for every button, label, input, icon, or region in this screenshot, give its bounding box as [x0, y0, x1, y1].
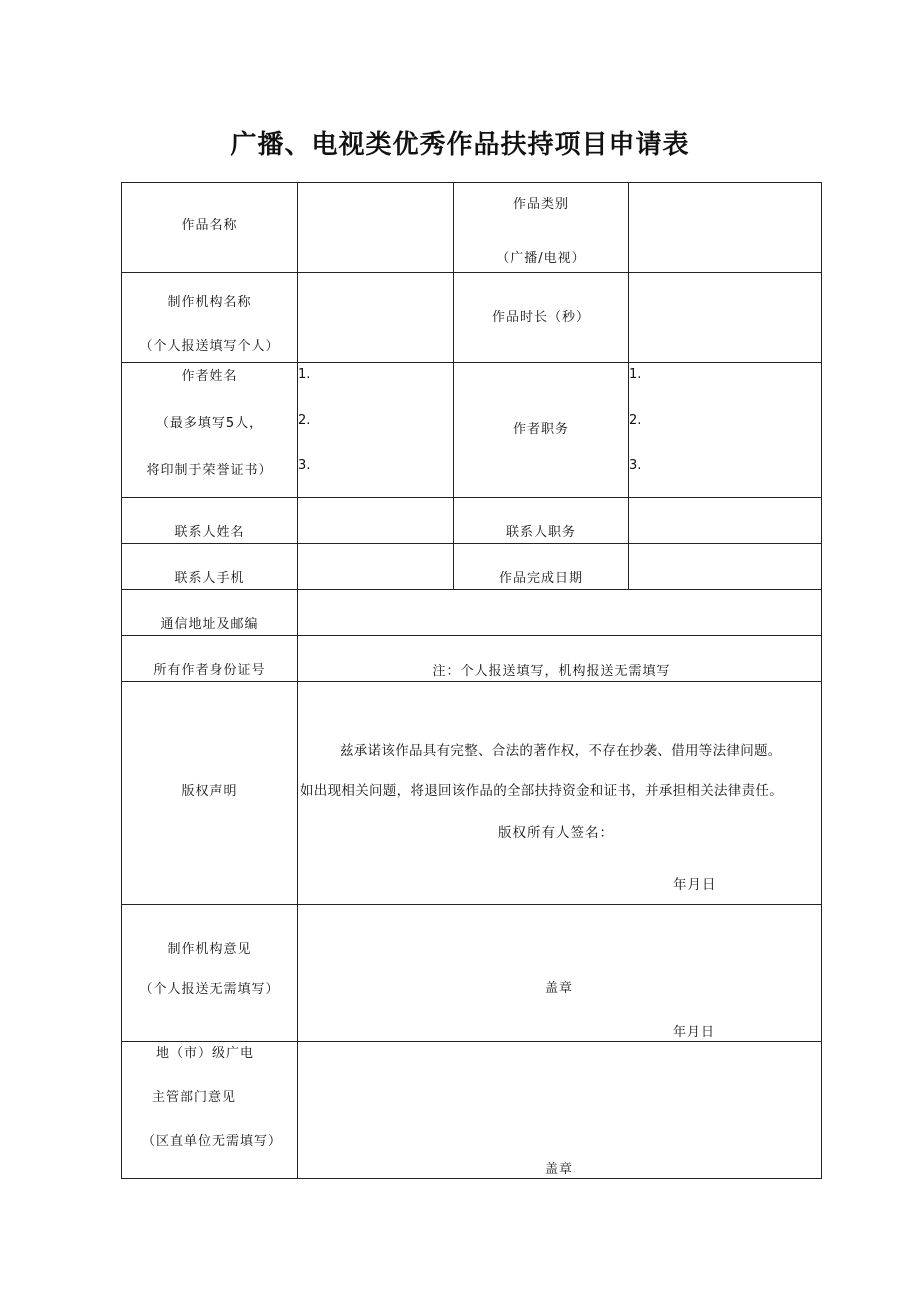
row-work-name: [122, 183, 822, 273]
row-producer-opinion: [122, 905, 822, 1042]
author-num-3: 3.: [298, 458, 311, 473]
category-label: 作品类别: [512, 196, 569, 212]
label-producer-opinion: [122, 905, 298, 1042]
authors-sub2: 将印制于荣誉证书）: [146, 463, 273, 479]
page-title: 广播、电视类优秀作品扶持项目申请表: [230, 130, 690, 160]
label-producer: [122, 273, 298, 363]
title-num-3: 3.: [629, 458, 642, 473]
author-num-2: 2.: [298, 412, 311, 428]
field-address[interactable]: [298, 590, 822, 636]
field-author-titles[interactable]: [629, 363, 822, 498]
label-work-category: [454, 183, 629, 273]
field-producer-opinion[interactable]: [298, 905, 822, 1042]
row-copyright: [122, 682, 822, 905]
authority-label-2: 主管部门意见: [152, 1090, 237, 1105]
copyright-line-2: 如出现相关问题，将退回该作品的全部扶持资金和证书，并承担相关法律责任。: [300, 783, 783, 799]
title-num-1: 1.: [629, 367, 642, 382]
row-address: [122, 590, 822, 636]
title-num-2: 2.: [629, 412, 642, 428]
label-authority-opinion: [122, 1042, 298, 1179]
producer-stamp: 盖章: [545, 981, 574, 996]
authors-sub1: （最多填写5人，: [155, 416, 264, 432]
label-contact-title: 联系人职务: [454, 498, 629, 544]
label-completion-date: 作品完成日期: [454, 544, 629, 590]
field-producer[interactable]: [298, 273, 454, 363]
application-form: [121, 182, 822, 1179]
field-contact-name[interactable]: [298, 498, 454, 544]
label-work-name: 作品名称: [122, 183, 298, 273]
copyright-statement: [298, 682, 822, 905]
producer-opinion-date: 年月日: [673, 1025, 716, 1040]
label-contact-name: 联系人姓名: [122, 498, 298, 544]
row-id-numbers: [122, 636, 822, 682]
copyright-signature: 版权所有人签名：: [498, 825, 614, 841]
field-contact-phone[interactable]: [298, 544, 454, 590]
row-authors: [122, 363, 822, 498]
authority-label-3: （区直单位无需填写）: [142, 1134, 283, 1149]
field-id-numbers[interactable]: [298, 636, 822, 682]
producer-label: 制作机构名称: [167, 294, 252, 310]
field-completion-date[interactable]: [629, 544, 822, 590]
label-duration: 作品时长（秒）: [454, 273, 629, 363]
authors-label: 作者姓名: [181, 369, 238, 384]
copyright-line-1: 兹承诺该作品具有完整、合法的著作权，不存在抄袭、借用等法律问题。: [340, 743, 782, 759]
row-contact: [122, 498, 822, 544]
copyright-date: 年月日: [673, 877, 717, 893]
label-authors: [122, 363, 298, 498]
category-sub: （广播/电视）: [496, 250, 586, 266]
field-author-names[interactable]: [298, 363, 454, 498]
producer-opinion-sub: （个人报送无需填写）: [139, 982, 280, 998]
producer-sub: （个人报送填写个人）: [139, 338, 280, 354]
label-id-numbers: 所有作者身份证号: [122, 636, 298, 682]
field-duration[interactable]: [629, 273, 822, 363]
row-producer: [122, 273, 822, 363]
producer-opinion-label: 制作机构意见: [167, 942, 252, 957]
row-authority-opinion: [122, 1042, 822, 1179]
row-phone: [122, 544, 822, 590]
field-contact-title[interactable]: [629, 498, 822, 544]
author-num-1: 1.: [298, 367, 311, 382]
field-work-name[interactable]: [298, 183, 454, 273]
field-authority-opinion[interactable]: [298, 1042, 822, 1179]
field-work-category[interactable]: [629, 183, 822, 273]
label-contact-phone: 联系人手机: [122, 544, 298, 590]
id-numbers-note: 注：个人报送填写，机构报送无需填写: [432, 664, 671, 679]
label-copyright: 版权声明: [122, 682, 298, 905]
authority-stamp: 盖章: [545, 1162, 574, 1177]
authority-label-1: 地（市）级广电: [156, 1046, 255, 1061]
label-address: 通信地址及邮编: [122, 590, 298, 636]
label-author-titles: 作者职务: [454, 363, 629, 498]
